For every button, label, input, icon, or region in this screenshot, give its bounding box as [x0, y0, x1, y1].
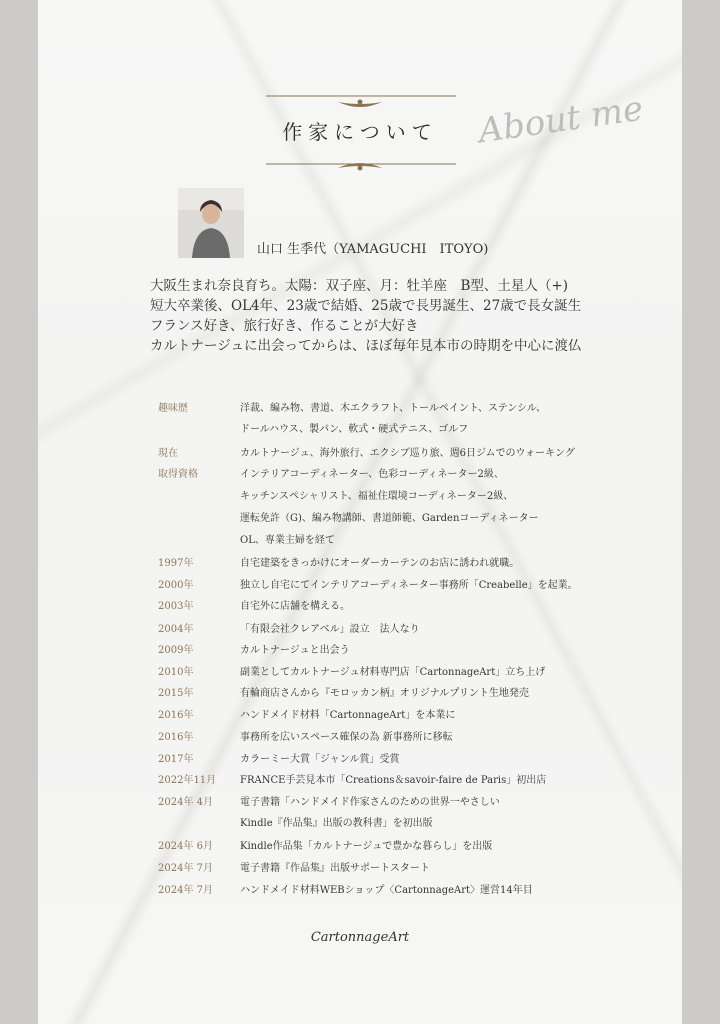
- history-value: OL、専業主婦を経て: [240, 535, 335, 546]
- history-value: 事務所を広いスペース確保の為 新事務所に移転: [240, 732, 453, 743]
- history-value: インテリアコーディネーター、色彩コーディネーター2級、: [240, 469, 504, 480]
- history-value: ハンドメイド材料「CartonnageArt」を本業に: [240, 710, 456, 721]
- history-value: 運転免許（G)、編み物講師、書道師範、Gardenコーディネーター: [240, 513, 539, 524]
- history-value: 有輪商店さんから『モロッカン柄』オリジナルプリント生地発売: [240, 688, 529, 699]
- history-row: [158, 597, 598, 620]
- history-label: 2010年: [158, 667, 194, 678]
- history-row: [158, 554, 598, 576]
- history-value: カルトナージュと出会う: [240, 645, 350, 656]
- history-label: 2022年11月: [158, 775, 217, 786]
- history-row: [158, 465, 598, 487]
- history-label: 取得資格: [158, 469, 198, 480]
- history-label: 趣味歴: [158, 403, 188, 414]
- history-value: 副業としてカルトナージュ材料専門店「CartonnageArt」立ち上げ: [240, 667, 546, 678]
- history-value: 独立し自宅にてインテリアコーディネーター事務所「Creabelle」を起業。: [240, 580, 578, 591]
- history-label: 2016年: [158, 732, 194, 743]
- history-row: [158, 814, 598, 837]
- history-row: [158, 859, 598, 881]
- history-label: [158, 531, 240, 554]
- author-name: 山口 生季代（YAMAGUCHI ITOYO): [257, 242, 489, 257]
- history-row: [158, 487, 598, 509]
- history-value: カラーミー大賞「ジャンル賞」受賞: [240, 754, 400, 765]
- intro-line: フランス好き、旅行好き、作ることが大好き: [150, 318, 419, 334]
- history-label: 2024年 7月: [158, 863, 213, 874]
- profile-page: [38, 0, 682, 1024]
- history-table: [158, 399, 598, 903]
- history-row: [158, 728, 598, 750]
- history-label: 2015年: [158, 688, 194, 699]
- history-row: [158, 420, 598, 444]
- history-value: 「有限会社クレアベル」設立 法人なり: [240, 624, 420, 635]
- history-row: [158, 509, 598, 531]
- cartonnage-art-logo: CartonnageArt: [310, 930, 410, 945]
- intro-line: カルトナージュに出会ってからは、ほぼ毎年見本市の時期を中心に渡仏: [150, 338, 582, 354]
- page-title: 作家について: [282, 120, 438, 144]
- history-value: キッチンスペシャリスト、福祉住環境コーディネーター2級、: [240, 491, 514, 502]
- history-label: 1997年: [158, 558, 194, 569]
- history-row: [158, 576, 598, 597]
- history-label: 2017年: [158, 754, 194, 765]
- history-label: [158, 509, 240, 531]
- history-value: 電子書籍「ハンドメイド作家さんのための世界一やさしい: [240, 797, 500, 808]
- history-row: [158, 641, 598, 663]
- history-label: 2024年 6月: [158, 841, 213, 852]
- history-value: Kindle作品集「カルトナージュで豊かな暮らし」を出版: [240, 841, 493, 852]
- history-row: [158, 620, 598, 641]
- history-label: 2000年: [158, 580, 194, 591]
- history-row: [158, 444, 598, 465]
- history-row: [158, 881, 598, 903]
- history-row: [158, 771, 598, 793]
- history-value: ドールハウス、製パン、軟式・硬式テニス、ゴルフ: [240, 424, 469, 435]
- history-row: [158, 837, 598, 859]
- history-label: 2009年: [158, 645, 194, 656]
- history-row: [158, 399, 598, 420]
- history-row: [158, 663, 598, 684]
- history-label: [158, 420, 240, 444]
- history-label: [158, 814, 240, 837]
- history-label: 現在: [158, 448, 178, 459]
- history-value: Kindle『作品集』出版の教科書」を初出版: [240, 818, 433, 829]
- history-row: [158, 750, 598, 771]
- history-value: カルトナージュ、海外旅行、エクシブ巡り旅、週6日ジムでのウォーキング: [240, 448, 575, 459]
- history-value: 自宅建築をきっかけにオーダーカーテンのお店に誘われ就職。: [240, 558, 520, 569]
- history-label: 2024年 7月: [158, 885, 213, 896]
- history-value: ハンドメイド材料WEBショップ〈CartonnageArt〉運営14年目: [240, 885, 533, 896]
- intro-line: 大阪生まれ奈良育ち。太陽：双子座、月：牡羊座 B型、土星人（+): [150, 278, 568, 294]
- about-me-script: About me: [476, 88, 646, 152]
- history-label: 2016年: [158, 710, 194, 721]
- bottom-ornament-divider: [38, 158, 682, 182]
- history-label: 2004年: [158, 624, 194, 635]
- history-value: 自宅外に店舗を構える。: [240, 601, 350, 612]
- intro-text: [150, 276, 581, 356]
- history-label: [158, 487, 240, 509]
- history-row: [158, 684, 598, 706]
- history-label: 2024年 4月: [158, 797, 213, 808]
- intro-line: 短大卒業後、OL4年、23歳で結婚、25歳で長男誕生、27歳で長女誕生: [150, 298, 582, 314]
- author-photo: [178, 188, 244, 258]
- history-row: [158, 531, 598, 554]
- history-value: FRANCE手芸見本市「Creations＆savoir-faire de Paris」初出店: [240, 775, 547, 786]
- history-value: 洋裁、編み物、書道、木エクラフト、トールペイント、ステンシル、: [240, 403, 546, 414]
- history-row: [158, 793, 598, 814]
- history-value: 電子書籍『作品集』出版サポートスタート: [240, 863, 430, 874]
- history-label: 2003年: [158, 601, 194, 612]
- history-row: [158, 706, 598, 728]
